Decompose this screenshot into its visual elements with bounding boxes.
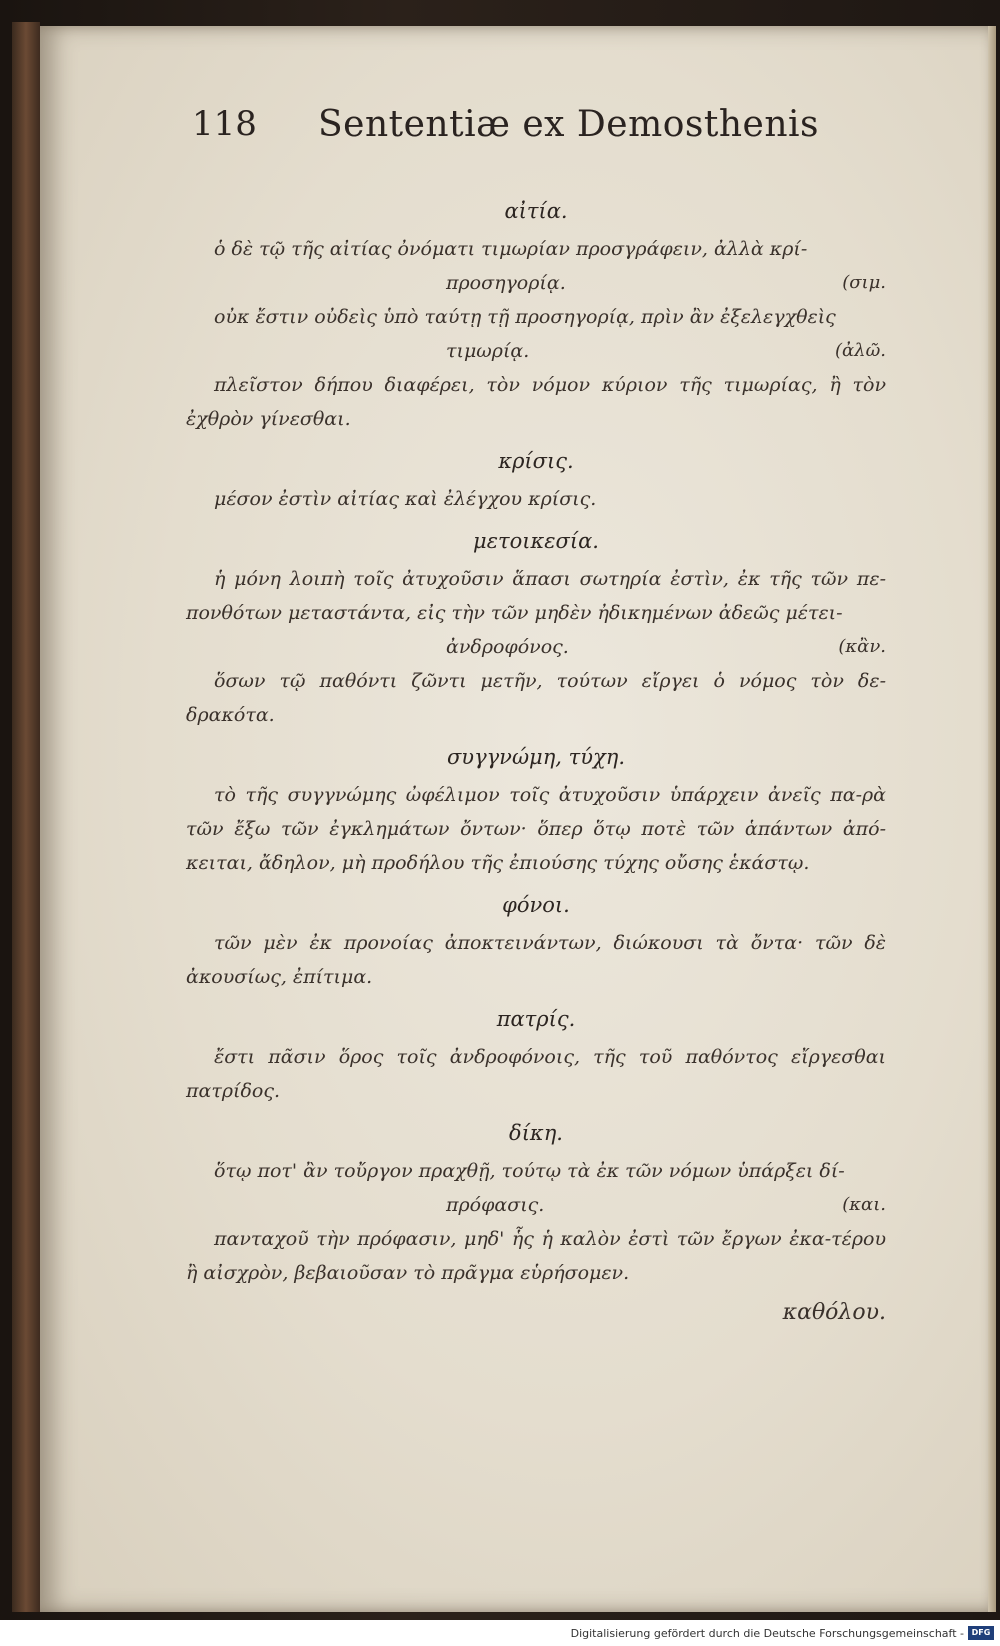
section [186,1002,886,1108]
paragraph: οὐκ ἔστιν οὐδεὶς ὑπὸ ταύτῃ τῇ προσηγορίᾳ, πρὶν ἂν ἐξελεγχθεὶς [214,306,836,328]
digitization-footer [0,1620,1000,1646]
section [186,740,886,880]
section-heading: κρίσις. [498,449,574,473]
catchword: (ἀλῶ. [835,340,886,361]
line-end-word: τιμωρίᾳ. [446,340,530,362]
paragraph: ὅτῳ ποτ' ἂν τοὔργον πραχθῇ, τούτῳ τὰ ἐκ τῶν νόμων ὑπάρξει δί- [214,1160,845,1182]
section-heading: μετοικεσία. [473,529,599,553]
section [186,194,886,436]
page-edge [988,26,996,1612]
catchword: (και. [842,1194,886,1215]
catchword: (κἂν. [838,636,886,657]
section-heading: δίκη. [509,1121,563,1145]
paragraph: ἔστι πᾶσιν ὅρος τοῖς ἀνδροφόνοις, τῆς τοῦ παθόντος εἴργεσθαι πατρίδος. [186,1046,886,1102]
catchword: (σιμ. [842,272,886,293]
section [186,1116,886,1290]
paragraph: ὁ δὲ τῷ τῆς αἰτίας ὀνόματι τιμωρίαν προσγράφειν, ἀλλὰ κρί- [214,238,808,260]
paragraph: μέσον ἐστὶν αἰτίας καὶ ἐλέγχου κρίσις. [214,488,597,510]
section-heading: πατρίς. [496,1007,576,1031]
line-end [186,334,886,368]
text-block [186,186,886,1330]
section [186,444,886,516]
book-spine [12,22,40,1612]
section [186,524,886,732]
paragraph: ἡ μόνη λοιπὴ τοῖς ἀτυχοῦσιν ἅπασι σωτηρία ἐστὶν, ἐκ τῆς τῶν πε-πονθότων μεταστάντα, εἰς τὴν τῶν μηδὲν ἠδικημένων ἀδεῶς μέτει- [186,568,886,624]
paragraph: τὸ τῆς συγγνώμης ὠφέλιμον τοῖς ἀτυχοῦσιν ὑπάρχειν ἀνεῖς πα-ρὰ τῶν ἔξω τῶν ἐγκλημάτων ὄντων· ὅπερ ὅτῳ ποτὲ τῶν ἁπάντων ἀπό-κειται, ἄδηλον, μὴ προδήλου τῆς ἐπιούσης τύχης οὔσης ἑκάστῳ. [186,784,886,874]
page-number: 118 [192,104,257,144]
section-heading: φόνοι. [502,893,570,917]
paragraph: πανταχοῦ τὴν πρόφασιν, μηδ' ἧς ἡ καλὸν ἐστὶ τῶν ἔργων ἐκα-τέρου ἢ αἰσχρὸν, βεβαιοῦσαν τὸ πρᾶγμα εὑρήσομεν. [186,1228,886,1284]
section [186,888,886,994]
paragraph: τῶν μὲν ἐκ προνοίας ἀποκτεινάντων, διώκουσι τὰ ὄντα· τῶν δὲ ἀκουσίως, ἐπίτιμα. [186,932,886,988]
line-end-word: πρόφασις. [446,1194,545,1216]
line-end-word: ἀνδροφόνος. [446,636,569,658]
paragraph: ὅσων τῷ παθόντι ζῶντι μετῆν, τούτων εἴργει ὁ νόμος τὸν δε-δρακότα. [186,670,886,726]
page-header [192,104,832,164]
section-heading: αἰτία. [504,199,568,223]
running-title: Sententiæ ex Demosthenis [318,104,820,145]
section-heading: συγγνώμη, τύχη. [446,745,626,769]
closing-catchword: καθόλου. [782,1300,886,1325]
line-end-word: προσηγορίᾳ. [446,272,566,294]
line-end [186,630,886,664]
paragraph: πλεῖστον δήπου διαφέρει, τὸν νόμον κύριον τῆς τιμωρίας, ἢ τὸν ἐχθρὸν γίνεσθαι. [186,374,886,430]
footer-credit: Digitalisierung gefördert durch die Deutsche Forschungsgemeinschaft - [570,1627,964,1640]
line-end [186,1188,886,1222]
dfg-logo-icon: DFG [968,1626,994,1640]
line-end [186,266,886,300]
